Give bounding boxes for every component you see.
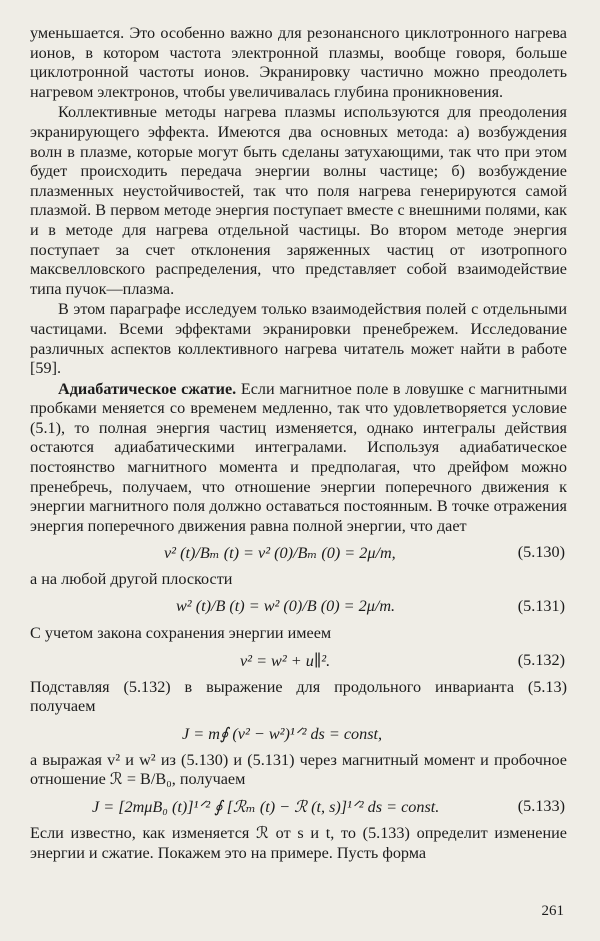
equation-number: (5.131) <box>517 597 565 616</box>
equation-5-133 <box>30 794 567 821</box>
equation-expression: J = [2mμB₀ (t)]¹ᐟ² ∮ [ℛₘ (t) − ℛ (t, s)]¹ᐟ² ds = const. <box>92 798 440 816</box>
equation-expression: w² (t)/B (t) = w² (0)/B (0) = 2μ/m. <box>176 597 396 616</box>
equation-5-130 <box>30 540 567 567</box>
text-energy-conservation: С учетом закона сохранения энергии имеем <box>30 624 332 643</box>
text-other-plane: а на любой другой плоскости <box>30 570 233 589</box>
equation-5-132 <box>30 648 567 675</box>
paragraph-single-particle: В этом параграфе исследуем только взаимодействия полей с отдельными частицами. Всеми эффектами экранировки пренебрежем. Исследование различных аспектов коллективного нагрева читатель может найти в работе [59]. <box>30 300 567 378</box>
page-number: 261 <box>541 903 564 919</box>
equation-expression: v² = w² + u∥². <box>240 651 331 670</box>
equation-number: (5.130) <box>517 543 565 562</box>
paragraph-adiabatic-compression <box>30 380 567 537</box>
equation-number: (5.133) <box>517 797 565 815</box>
equation-expression: J = m∮ (v² − w²)¹ᐟ² ds = const, <box>182 724 383 743</box>
paragraph-collective-methods: Коллективные методы нагрева плазмы используются для преодоления экранирующего эффекта. Имеются два основных метода: а) возбуждения волн в плазме, которые могут быть сделаны затухающими, так что при этом будет происходить передача энергии волны частице; б) возбуждение плазменных неустойчивостей, так что поля нагрева генерируются самой плазмой. В первом методе энергия поступает вместе с внешними полями, как и в методе для нагрева отдельной частицы. Во втором методе энергия поступает за счет отклонения заряженных частиц от изотропного максвелловского распределения, что представляет собой взаимодействие типа пучок—плазма. <box>30 103 567 298</box>
paragraph-screening: уменьшается. Это особенно важно для резонансного циклотронного нагрева ионов, в котором частота электронной плазмы, вообще говоря, больше циклотронной частоты ионов. Экранировку частично можно преодолеть нагревом электронов, чтобы увеличивалась глубина проникновения. <box>30 24 567 101</box>
paragraph-adiabatic-body: Если магнитное поле в ловушке с магнитными пробками меняется со временем медленно, так что удовлетворяется условие (5.1), то полная энергия частиц изменяется, однако интегралы действия остаются адиабатическими интегралами. Используя адиабатическое постоянство магнитного момента и предполагая, что дрейфом можно пренебречь, получаем, что отношение энергии поперечного движения к энергии магнитного поля должно оставаться постоянным. В точке отражения энергия поперечного движения равна полной энергии, что дает <box>30 379 567 535</box>
text-example: Если известно, как изменяется ℛ от s и t, то (5.133) определит изменение энергии и сжатие. Покажем это на примере. Пусть форма <box>30 824 567 862</box>
text-substitution: Подставляя (5.132) в выражение для продольного инварианта (5.13) получаем <box>30 677 567 716</box>
section-heading: Адиабатическое сжатие. <box>58 379 237 398</box>
equation-number: (5.132) <box>517 650 565 669</box>
equation-longitudinal-invariant <box>30 721 567 748</box>
equation-expression: v² (t)/Bₘ (t) = v² (0)/Bₘ (0) = 2μ/m, <box>164 544 396 563</box>
equation-5-131 <box>30 594 567 621</box>
text-mirror-ratio: а выражая v² и w² из (5.130) и (5.131) через магнитный момент и пробочное отношение ℛ = B/B₀, получаем <box>30 750 567 789</box>
